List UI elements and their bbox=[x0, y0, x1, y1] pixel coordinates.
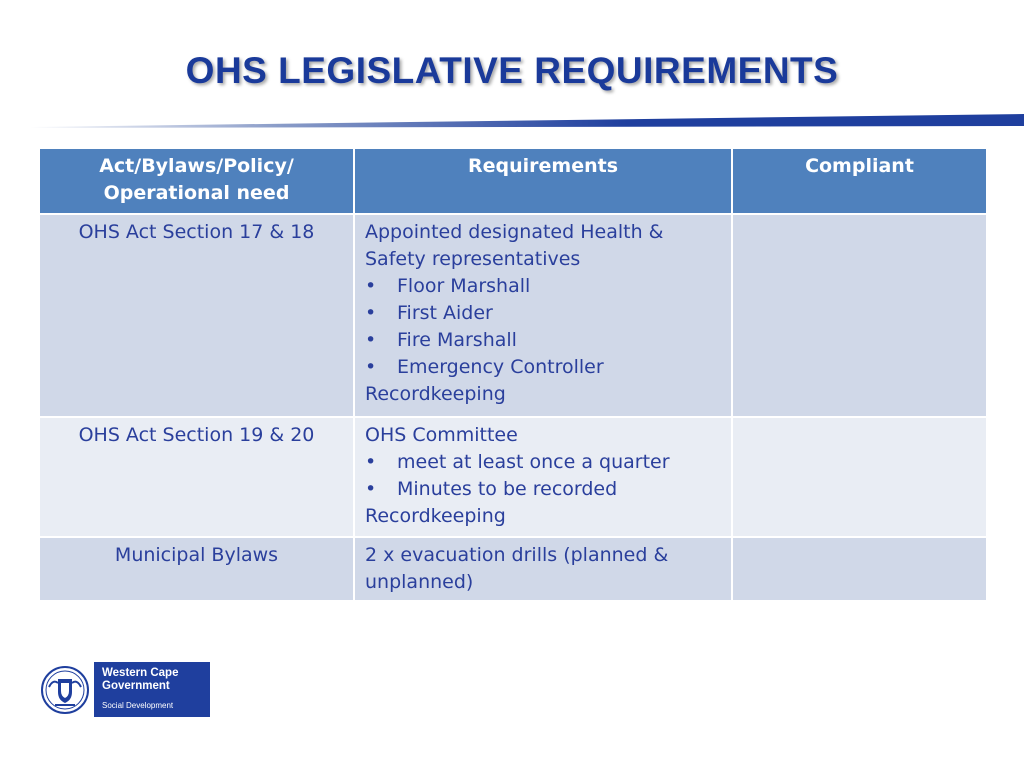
coat-of-arms-icon bbox=[36, 662, 94, 717]
bullet-item bbox=[365, 354, 721, 381]
bullet-text: Fire Marshall bbox=[397, 329, 517, 351]
requirements-cell bbox=[354, 537, 732, 601]
table-row bbox=[39, 214, 987, 417]
bullet-icon: • bbox=[365, 302, 377, 324]
requirement-text: Recordkeeping bbox=[365, 505, 506, 527]
bullet-text: Floor Marshall bbox=[397, 275, 531, 297]
bullet-text: meet at least once a quarter bbox=[397, 451, 670, 473]
compliant-cell bbox=[732, 214, 987, 417]
act-cell: OHS Act Section 19 & 20 bbox=[39, 417, 354, 537]
requirements-cell bbox=[354, 417, 732, 537]
table-row bbox=[39, 417, 987, 537]
act-cell: OHS Act Section 17 & 18 bbox=[39, 214, 354, 417]
bullet-text: Emergency Controller bbox=[397, 356, 604, 378]
logo-department: Social Development bbox=[102, 701, 174, 710]
title-underline bbox=[0, 108, 1024, 128]
bullet-icon: • bbox=[365, 329, 377, 351]
header-requirements: Requirements bbox=[354, 148, 732, 214]
bullet-icon: • bbox=[365, 356, 377, 378]
bullet-text: Minutes to be recorded bbox=[397, 478, 618, 500]
logo-line-2: Government bbox=[102, 680, 170, 692]
bullet-text: First Aider bbox=[397, 302, 493, 324]
bullet-item bbox=[365, 273, 721, 300]
bullet-item bbox=[365, 327, 721, 354]
slide-title: OHS LEGISLATIVE REQUIREMENTS bbox=[185, 50, 839, 91]
act-cell: Municipal Bylaws bbox=[39, 537, 354, 601]
western-cape-government-logo bbox=[36, 662, 210, 717]
table-row bbox=[39, 537, 987, 601]
requirement-text: unplanned) bbox=[365, 571, 474, 593]
bullet-item bbox=[365, 449, 721, 476]
bullet-icon: • bbox=[365, 451, 377, 473]
requirement-text: Recordkeeping bbox=[365, 383, 506, 405]
bullet-item bbox=[365, 300, 721, 327]
bullet-icon: • bbox=[365, 275, 377, 297]
bullet-item bbox=[365, 476, 721, 503]
logo-line-1: Western Cape bbox=[102, 667, 179, 679]
requirement-text: 2 x evacuation drills (planned & bbox=[365, 544, 669, 566]
requirements-cell bbox=[354, 214, 732, 417]
requirement-text: Safety representatives bbox=[365, 248, 581, 270]
compliant-cell bbox=[732, 417, 987, 537]
compliant-cell bbox=[732, 537, 987, 601]
table-header-row bbox=[39, 148, 987, 214]
requirement-text: Appointed designated Health & bbox=[365, 221, 664, 243]
requirements-table bbox=[38, 147, 988, 602]
requirement-text: OHS Committee bbox=[365, 424, 518, 446]
header-compliant: Compliant bbox=[732, 148, 987, 214]
bullet-icon: • bbox=[365, 478, 377, 500]
header-act: Act/Bylaws/Policy/ Operational need bbox=[39, 148, 354, 214]
